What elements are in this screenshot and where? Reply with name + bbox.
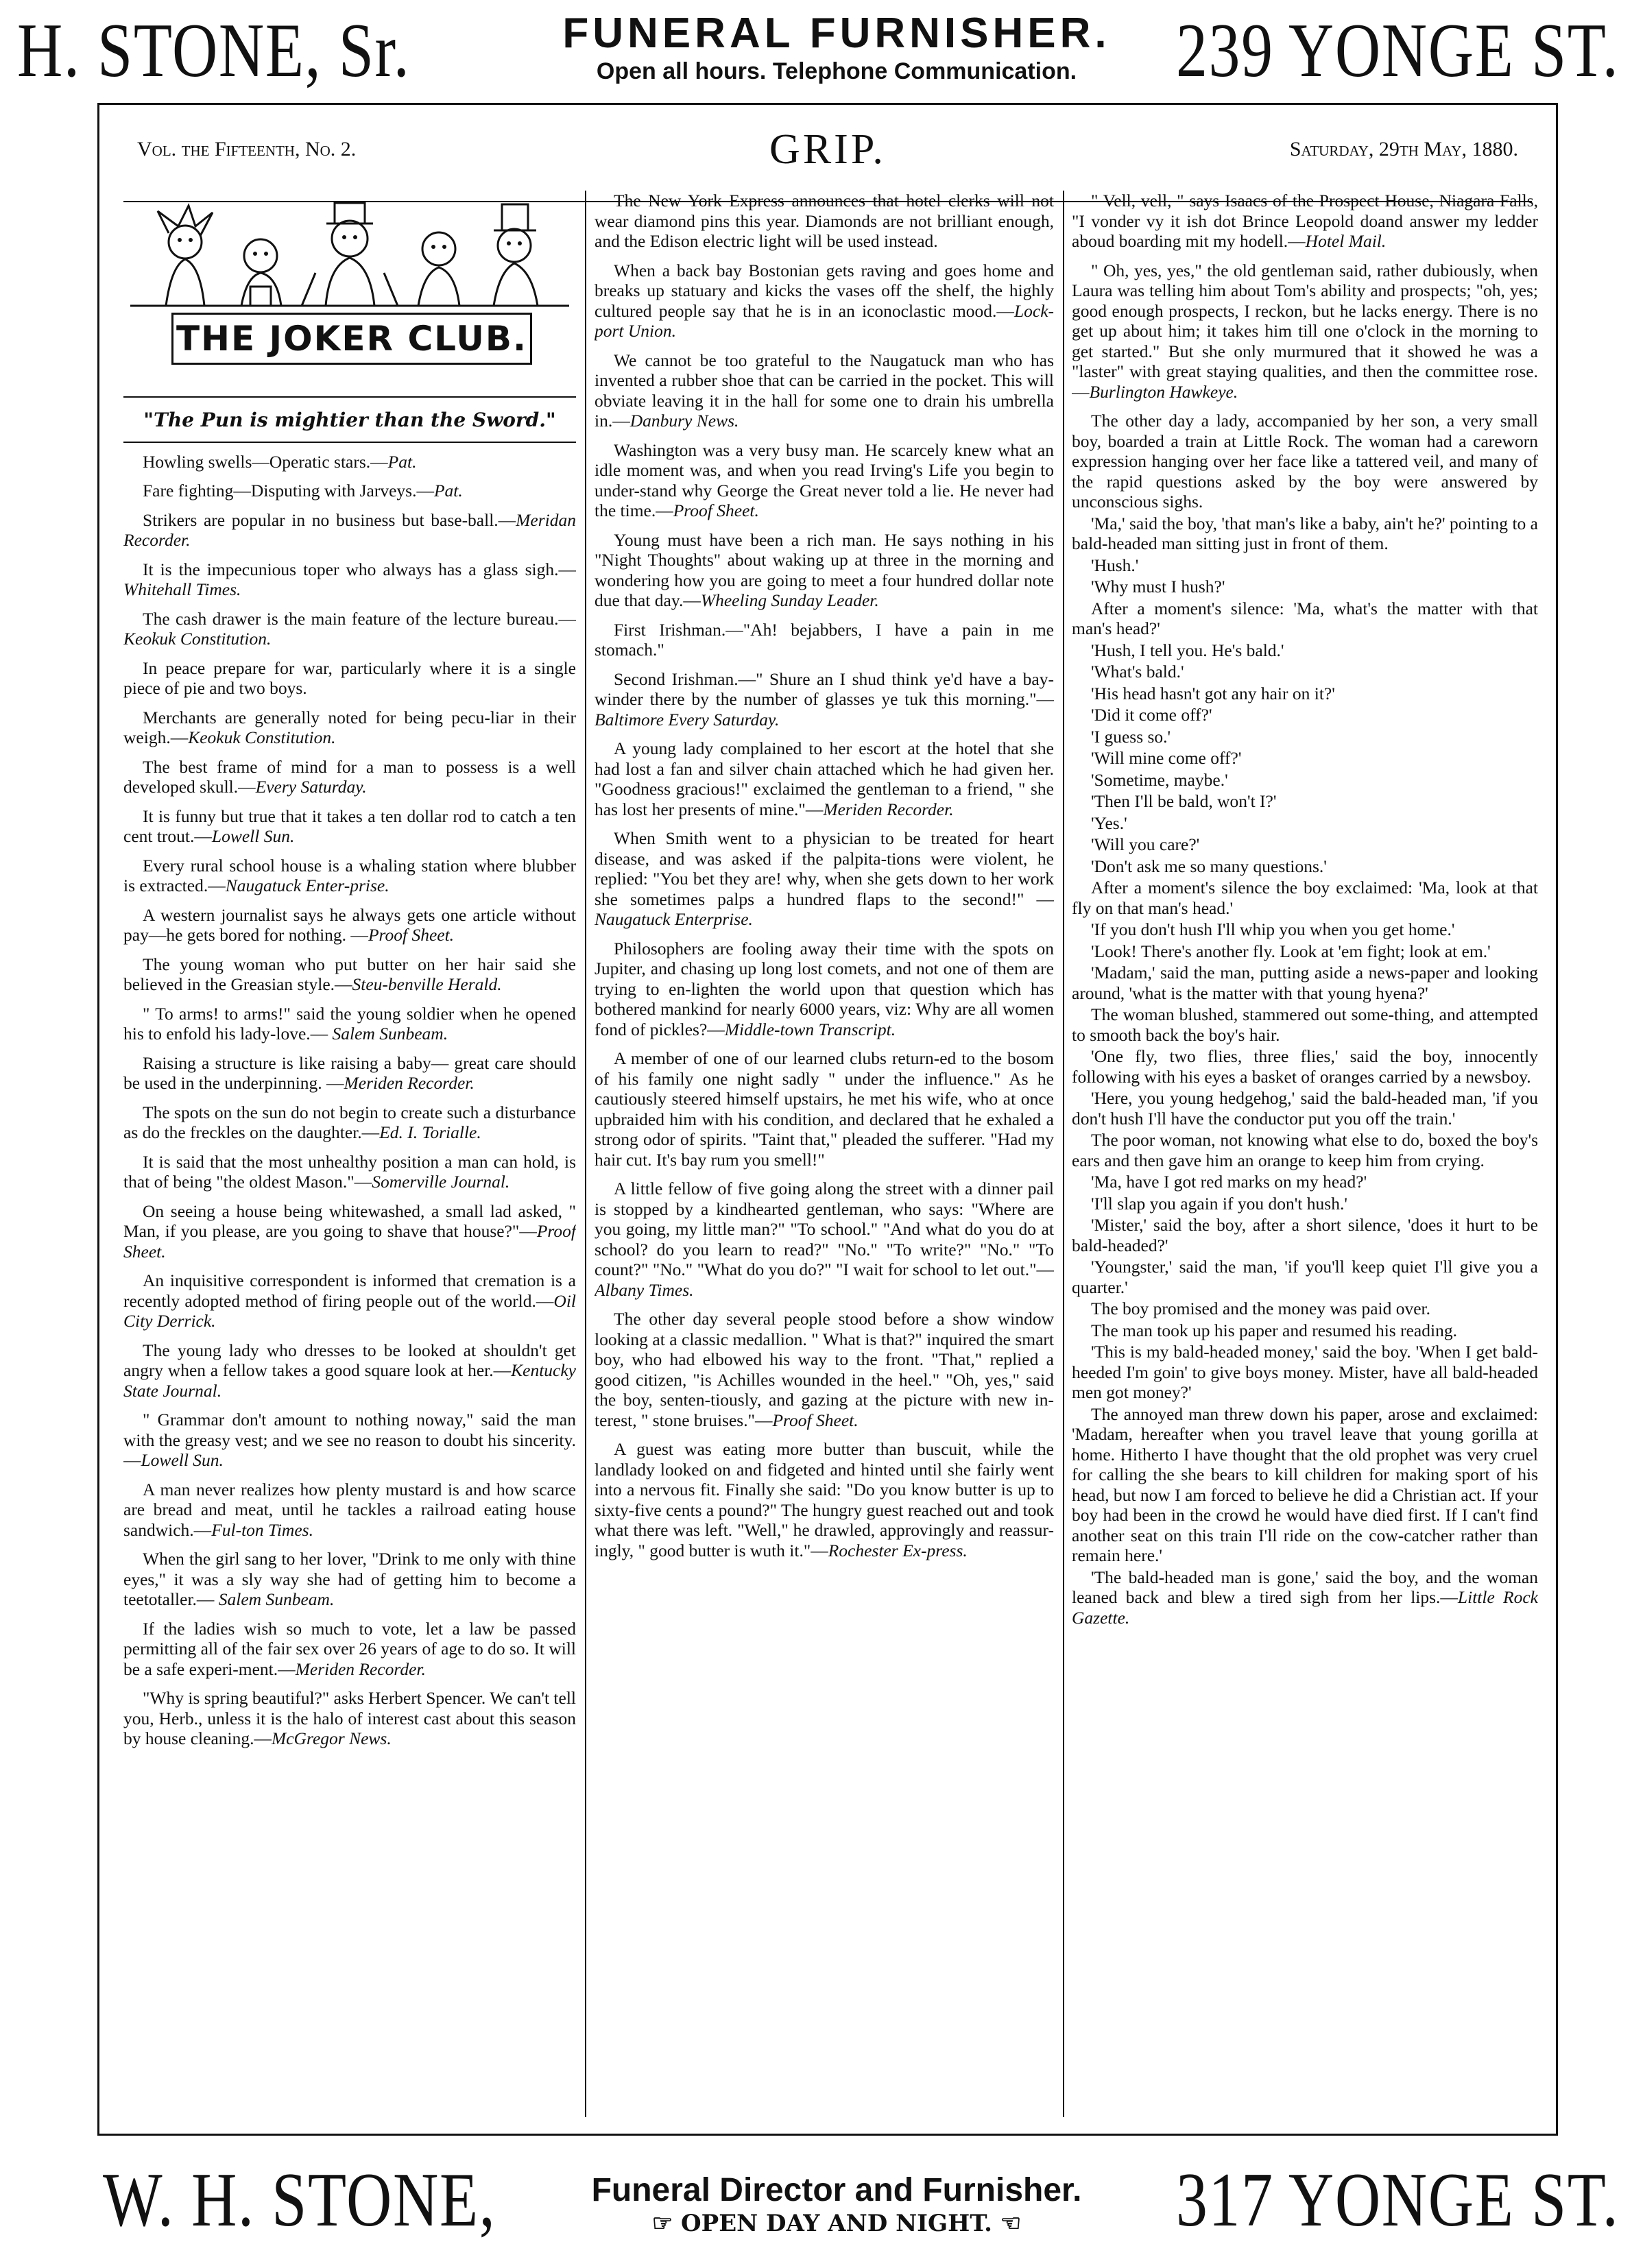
joke-paragraph — [1072, 577, 1538, 597]
joke-source: Whitehall Times. — [123, 579, 241, 599]
column-1 — [123, 191, 576, 2117]
joke-text: After a moment's silence the boy exclaimed: 'Ma, look at that fly on that man's head.' — [1072, 878, 1538, 918]
joke-source: Rochester Ex-press. — [828, 1540, 968, 1560]
joke-paragraph — [123, 1688, 576, 1749]
joke-paragraph — [123, 1619, 576, 1680]
joke-text: Washington was a very busy man. He scarcely knew what an idle moment was, and when you read Irving's Life you begin to under-stand why George the Great never told a lie. He never had the time.— — [595, 439, 1054, 520]
joke-text: 'I guess so.' — [1091, 726, 1171, 747]
joke-text: 'The bald-headed man is gone,' said the boy, and the woman leaned back and blew a tired sigh from her lips.— — [1072, 1567, 1538, 1607]
joke-paragraph — [1072, 191, 1538, 252]
joke-source: Wheeling Sunday Leader. — [700, 590, 879, 610]
joke-text: 'What's bald.' — [1091, 662, 1184, 681]
joke-source: Somerville Journal. — [372, 1172, 510, 1192]
joke-text: Fare fighting—Disputing with Jarveys.— — [143, 481, 434, 500]
joke-text: "Why is spring beautiful?" asks Herbert Spencer. We can't tell you, Herb., unless it is the halo of interest cast about this season by house cleaning.— — [123, 1688, 576, 1748]
joke-paragraph — [595, 1309, 1054, 1430]
joke-paragraph — [123, 757, 576, 797]
joke-paragraph — [123, 452, 576, 472]
joke-paragraph — [1072, 555, 1538, 576]
joke-source: Burlington Hawkeye. — [1089, 381, 1238, 402]
joke-source: Kentucky State Journal. — [123, 1360, 576, 1401]
joke-source: Pat. — [387, 451, 417, 472]
joke-text: It is the impecunious toper who always has a glass sigh.— — [143, 559, 576, 579]
joke-source: Meriden Recorder. — [295, 1658, 426, 1679]
joke-text: A member of one of our learned clubs return-ed to the bosom of his family one night sadly " under the influence." As he cautiously steered himself upstairs, he met his wife, who at once upbraided him with his condition, and declared that he exhaled a strong odor of spirits. "Taint that," pleaded the sufferer. "Had my hair cut. It's bay rum you smell!" — [595, 1048, 1054, 1170]
joke-text: 'Ma,' said the boy, 'that man's like a baby, ain't he?' pointing to a bald-headed man sitting just in front of them. — [1072, 513, 1538, 553]
joke-text: It is said that the most unhealthy position a man can hold, is that of being "the oldest Mason."— — [123, 1151, 576, 1192]
joke-text: 'Madam,' said the man, putting aside a news-paper and looking around, 'what is the matter with that young hyena?' — [1072, 963, 1538, 1003]
joke-text: Strikers are popular in no business but base-ball.— — [143, 509, 516, 530]
joke-text: 'I'll slap you again if you don't hush.' — [1091, 1193, 1347, 1214]
masthead — [99, 125, 1556, 180]
joke-text: 'Will mine come off?' — [1091, 748, 1242, 768]
ad-top-line1: FUNERAL FURNISHER. — [562, 10, 1111, 57]
joke-source: Ful-ton Times. — [211, 1519, 313, 1540]
column-divider — [1063, 191, 1064, 2117]
joke-paragraph — [123, 905, 576, 945]
joke-source: Hotel Mail. — [1305, 231, 1387, 251]
joke-paragraph — [1072, 514, 1538, 554]
joke-paragraph — [595, 530, 1054, 611]
joke-text: Howling swells—Operatic stars.— — [143, 451, 388, 472]
page-frame — [97, 103, 1558, 2136]
joke-text: First Irishman.—"Ah! bejabbers, I have a pain in me stomach." — [595, 619, 1054, 660]
joke-source: McGregor News. — [272, 1728, 392, 1748]
joke-paragraph — [1072, 705, 1538, 725]
joke-text: A little fellow of five going along the street with a dinner pail is stopped by a kindhearted gentleman, who says: "Where are you going, my little man?" "To school." "And what do you do at school? do you learn to read?" "No." "To write?" "No." "To count?" "No." "What do you do?" "I wait for school to let out."— — [595, 1179, 1054, 1279]
joke-text: The New York Express announces that hotel clerks will not wear diamond pins this year. Diamonds are not brilliant enough, and the Edison electric light will be used instead. — [595, 191, 1054, 251]
joke-text: The spots on the sun do not begin to create such a disturbance as do the freckles on the daughter.— — [123, 1102, 576, 1142]
joke-text: The annoyed man threw down his paper, arose and exclaimed: 'Madam, hereafter when you travel leave that young gorilla at home. Hitherto I have thought that the old prophet was very cruel for calling the she bears to kill children for making sport of his head, but now I am forced to believe he did a Christian act. If your boy had been in the crowd he would have died first. If I can't find another seat on this train I'll ride on the cow-catcher rather than remain here.' — [1072, 1403, 1538, 1565]
joke-text: " Grammar don't amount to nothing noway," said the man with the greasy vest; and we see no reason to doubt his sincerity.— — [123, 1410, 576, 1470]
joke-source: Pat. — [433, 481, 463, 500]
joke-paragraph — [595, 669, 1054, 730]
joke-text: A young lady complained to her escort at the hotel that she had lost a fan and silver chain attached which he had given her. "Goodness gracious!" exclaimed the gentleman to a friend, " she has lost her presents of mine."— — [595, 738, 1054, 819]
joke-source: Keokuk Constitution. — [188, 727, 336, 747]
joke-paragraph — [1072, 1046, 1538, 1087]
joke-text: When the girl sang to her lover, "Drink to me only with thine eyes," it was a sly way she had of getting him to become a teetotaller.— — [123, 1549, 576, 1609]
bottom-advertisement — [0, 2143, 1632, 2259]
joke-source: Steu-benville Herald. — [352, 974, 502, 994]
joke-text: The cash drawer is the main feature of the lecture bureau.— — [143, 608, 576, 629]
joker-club-illustration — [123, 191, 576, 396]
joke-paragraph — [123, 708, 576, 748]
joke-source: Oil City Derrick. — [123, 1290, 576, 1331]
joke-text: We cannot be too grateful to the Naugatuck man who has invented a rubber shoe that can be carried in the pocket. This will obviate leaving it in the hall for some one to drain his umbrella in.— — [595, 350, 1054, 431]
ad-top-name: H. STONE, Sr. — [17, 8, 411, 93]
joke-text: The young woman who put butter on her hair said she believed in the Greasian style.— — [123, 954, 576, 994]
joke-source: Salem Sunbeam. — [218, 1589, 335, 1609]
top-advertisement — [0, 0, 1632, 103]
joke-paragraph — [595, 828, 1054, 930]
joke-text: A man never realizes how plenty mustard is and how scarce are bread and meat, until he tackles a railroad eating house sandwich.— — [123, 1479, 576, 1540]
joke-paragraph — [1072, 770, 1538, 791]
joke-text: 'One fly, two flies, three flies,' said the boy, innocently following with his eyes a basket of oranges carried by a newsboy. — [1072, 1046, 1538, 1087]
joke-paragraph — [123, 1270, 576, 1331]
joke-text: 'Yes.' — [1091, 812, 1127, 833]
joke-paragraph — [1072, 856, 1538, 877]
joke-source: Meridan Recorder. — [123, 509, 576, 550]
ad-top-line2: Open all hours. Telephone Communication. — [596, 58, 1077, 84]
joke-source: Albany Times. — [595, 1279, 694, 1300]
joke-paragraph — [595, 350, 1054, 431]
ad-bottom-text — [535, 2171, 1138, 2237]
joke-text: When a back bay Bostonian gets raving and goes home and breaks up statuary and kicks the vases off the shelf, the highly cultured people say that he is in an iconoclastic mood.— — [595, 260, 1054, 321]
joke-paragraph — [1072, 791, 1538, 812]
joke-paragraph — [123, 954, 576, 995]
joke-paragraph — [123, 658, 576, 699]
joke-source: Naugatuck Enterprise. — [595, 909, 753, 929]
joke-text: 'Then I'll be bald, won't I?' — [1091, 791, 1277, 811]
joke-text: 'Don't ask me so many questions.' — [1091, 856, 1327, 876]
joke-text: 'Why must I hush?' — [1091, 577, 1225, 596]
joke-paragraph — [1072, 1194, 1538, 1214]
joke-source: Every Saturday. — [255, 777, 367, 797]
joke-text: " Vell, vell, " says Isaacs of the Prospect House, Niagara Falls, "I vonder vy it ish dot Brince Leopold doand answer my ledder aboud boarding mit my hodell.— — [1072, 191, 1538, 251]
joke-text: 'Here, you young hedgehog,' said the bald-headed man, 'if you don't hush I'll have the conductor put you off the train.' — [1072, 1088, 1538, 1129]
joke-paragraph — [1072, 1257, 1538, 1297]
joke-source: Lowell Sun. — [211, 826, 295, 846]
joke-text: Second Irishman.—" Shure an I shud think ye'd have a bay-winder there by the number of glasses ye tuk this morning."— — [595, 668, 1054, 709]
joke-paragraph — [123, 1480, 576, 1541]
joke-paragraph — [123, 1004, 576, 1044]
joke-text: Raising a structure is like raising a baby— great care should be used in the underpinning. — — [123, 1052, 576, 1093]
joke-source: Ed. I. Torialle. — [379, 1122, 481, 1142]
joke-paragraph — [595, 1048, 1054, 1170]
column-3-items — [1072, 191, 1538, 1628]
joke-paragraph — [595, 1179, 1054, 1300]
ad-bottom-line2: ☞ OPEN DAY AND NIGHT. ☜ — [651, 2210, 1022, 2237]
joke-paragraph — [123, 806, 576, 847]
joke-text: The best frame of mind for a man to possess is a well developed skull.— — [123, 756, 576, 797]
joke-paragraph — [123, 1410, 576, 1471]
joke-paragraph — [1072, 748, 1538, 769]
joke-source: Keokuk Constitution. — [123, 629, 272, 649]
joke-paragraph — [1072, 834, 1538, 855]
joke-paragraph — [1072, 941, 1538, 962]
column-2-items — [595, 191, 1054, 1560]
joke-text: If the ladies wish so much to vote, let a law be passed permitting all of the fair sex over 26 years of age to do so. It will be a safe experi-ment.— — [123, 1618, 576, 1679]
joke-paragraph — [595, 1439, 1054, 1560]
volume-number: Vol. the Fifteenth, No. 2. — [137, 138, 357, 160]
joke-text: The poor woman, not knowing what else to do, boxed the boy's ears and then gave him an orange to keep him from crying. — [1072, 1130, 1538, 1170]
joke-paragraph — [123, 1549, 576, 1610]
joke-text: After a moment's silence: 'Ma, what's the matter with that man's head?' — [1072, 598, 1538, 638]
ad-top-text — [535, 10, 1138, 85]
joke-paragraph — [1072, 1342, 1538, 1403]
joke-paragraph — [1072, 1320, 1538, 1341]
joke-paragraph — [1072, 878, 1538, 918]
joke-text: Every rural school house is a whaling station where blubber is extracted.— — [123, 855, 576, 895]
joke-paragraph — [1072, 640, 1538, 661]
column-1-items — [123, 452, 576, 1749]
joke-text: Young must have been a rich man. He says nothing in his "Night Thoughts" about waking up at three in the morning and wondering how you are going to meet a four hundred dollar note due that day.— — [595, 529, 1054, 610]
joke-paragraph — [123, 559, 576, 600]
joke-paragraph — [595, 939, 1054, 1040]
joke-source: Proof Sheet. — [123, 1221, 576, 1262]
joke-source: Lowell Sun. — [141, 1450, 224, 1470]
joke-text: 'If you don't hush I'll whip you when you get home.' — [1091, 919, 1455, 939]
joke-source: Lock-port Union. — [595, 300, 1054, 341]
joke-text: The young lady who dresses to be looked at shouldn't get angry when a fellow takes a good square look at her.— — [123, 1340, 576, 1380]
joke-paragraph — [1072, 919, 1538, 940]
joke-paragraph — [1072, 1299, 1538, 1319]
joke-paragraph — [1072, 684, 1538, 704]
column-3 — [1072, 191, 1538, 2117]
joke-source: Proof Sheet. — [368, 925, 455, 945]
joke-paragraph — [1072, 261, 1538, 402]
column-divider — [585, 191, 586, 2117]
column-2 — [595, 191, 1054, 2117]
joke-paragraph — [123, 1340, 576, 1401]
joke-text: Philosophers are fooling away their time with the spots on Jupiter, and chasing up long lost comets, and not one of them are trying to en-lighten the world upon that question which has bothered mankind for nearly 6000 years, viz: Why are all women fond of pickles?— — [595, 938, 1054, 1039]
joker-club-title: THE JOKER CLUB. — [171, 313, 532, 365]
joke-paragraph — [123, 609, 576, 649]
joke-text: The other day a lady, accompanied by her son, a very small boy, boarded a train at Little Rock. The woman had a careworn expression hanging over her face like a tattered veil, and many of the rapid questions asked by the boy were answered by unconscious sighs. — [1072, 411, 1538, 511]
joke-text: 'His head hasn't got any hair on it?' — [1091, 683, 1335, 703]
ad-bottom-name: W. H. STONE, — [103, 2158, 496, 2243]
joke-text: The woman blushed, stammered out some-thing, and attempted to smooth back the boy's hair. — [1072, 1004, 1538, 1045]
joke-text: Merchants are generally noted for being pecu-liar in their weigh.— — [123, 707, 576, 747]
joke-text: 'This is my bald-headed money,' said the boy. 'When I get bald-heeded I'm goin' to give boys money. Mister, have all bald-headed men got money?' — [1072, 1342, 1538, 1402]
joke-text: 'Youngster,' said the man, 'if you'll keep quiet I'll give you a quarter.' — [1072, 1257, 1538, 1297]
joke-text: 'Did it come off?' — [1091, 705, 1212, 725]
joke-text: In peace prepare for war, particularly where it is a single piece of pie and two boys. — [123, 658, 576, 698]
issue-date: Saturday, 29th May, 1880. — [1289, 138, 1518, 160]
joke-paragraph — [1072, 1004, 1538, 1045]
joke-text: 'Ma, have I got red marks on my head?' — [1091, 1172, 1367, 1192]
joke-paragraph — [1072, 727, 1538, 747]
joke-paragraph — [1072, 1088, 1538, 1129]
joke-paragraph — [1072, 411, 1538, 512]
joke-paragraph — [123, 1053, 576, 1094]
joke-source: Meriden Recorder. — [344, 1073, 475, 1093]
joke-text: The man took up his paper and resumed his reading. — [1091, 1320, 1457, 1340]
joke-source: Baltimore Every Saturday. — [595, 709, 780, 729]
joke-text: A western journalist says he always gets one article without pay—he gets bored for nothing. — — [123, 904, 576, 945]
joke-paragraph — [595, 620, 1054, 660]
joke-source: Salem Sunbeam. — [332, 1024, 448, 1043]
joke-source: Danbury News. — [629, 411, 739, 431]
joke-source: Naugatuck Enter-prise. — [225, 876, 389, 895]
joke-paragraph — [1072, 662, 1538, 682]
joke-source: Proof Sheet. — [673, 500, 759, 520]
joke-paragraph — [123, 1201, 576, 1262]
column-motto: "The Pun is mightier than the Sword." — [123, 410, 576, 443]
joke-paragraph — [123, 1152, 576, 1192]
joke-text: 'Hush, I tell you. He's bald.' — [1091, 640, 1284, 660]
joke-paragraph — [1072, 1567, 1538, 1628]
joke-source: Meriden Recorder. — [823, 799, 954, 819]
joke-text: " To arms! to arms!" said the young soldier when he opened his to enfold his lady-love.— — [123, 1003, 576, 1043]
joke-text: " Oh, yes, yes," the old gentleman said, rather dubiously, when Laura was telling him about Tom's ability and prospects; "oh, yes; good enough prospects, I reckon, but he lacks energy. There is no get up about him; it takes him till one o'clock in the morning to get started." But she only murmured that it showed he was a "laster" with great staying qualities, and then the committee rose.— — [1072, 260, 1538, 402]
joke-paragraph — [1072, 599, 1538, 639]
joke-paragraph — [595, 738, 1054, 819]
joke-source: Little Rock Gazette. — [1072, 1587, 1538, 1628]
joke-text: 'Hush.' — [1091, 555, 1139, 575]
joke-paragraph — [1072, 813, 1538, 834]
joke-paragraph — [123, 481, 576, 501]
ad-top-address: 239 YONGE ST. — [1176, 8, 1620, 93]
joke-text: It is funny but true that it takes a ten dollar rod to catch a ten cent trout.— — [123, 806, 576, 846]
joke-text: An inquisitive correspondent is informed that cremation is a recently adopted method of firing people out of the world.— — [123, 1270, 576, 1311]
joke-paragraph — [1072, 1215, 1538, 1255]
joke-text: The boy promised and the money was paid over. — [1091, 1299, 1431, 1318]
joke-paragraph — [595, 261, 1054, 341]
joke-text: On seeing a house being whitewashed, a small lad asked, " Man, if you please, are you going to shave that house?"— — [123, 1201, 576, 1241]
joke-paragraph — [123, 510, 576, 551]
joke-text: 'Will you care?' — [1091, 834, 1200, 854]
joke-paragraph — [123, 856, 576, 896]
joke-text: The other day several people stood before a show window looking at a classic medallion. " What is that?" inquired the smart boy, who had elbowed his way to the front. "That," replied a good citizen, "is Achilles wounded in the heel." "Oh, yes," said the boy, senten-tiously, and gazing at the picture with new in-terest, " stone bruises."— — [595, 1309, 1054, 1430]
joke-paragraph — [1072, 1172, 1538, 1192]
joke-paragraph — [1072, 963, 1538, 1003]
joke-paragraph — [595, 191, 1054, 252]
joke-text: 'Sometime, maybe.' — [1091, 769, 1228, 790]
ad-bottom-line1: Funeral Director and Furnisher. — [591, 2172, 1082, 2208]
joke-text: A guest was eating more butter than buscuit, while the landlady looked on and fidgeted and hinted until she fairly went into a nervous fit. Finally she said: "Do you know butter is up to sixty-five cents a pound?" The hungry guest reached out and took what there was left. "Well," he drawled, approvingly and reassur-ingly, " good butter is wuth it."— — [595, 1439, 1054, 1560]
joke-text: 'Look! There's another fly. Look at 'em fight; look at em.' — [1091, 941, 1491, 961]
joke-paragraph — [1072, 1130, 1538, 1170]
publication-title: GRIP. — [769, 126, 886, 173]
joker-club-banner — [123, 191, 576, 398]
joke-paragraph — [1072, 1404, 1538, 1566]
ad-bottom-address: 317 YONGE ST. — [1176, 2158, 1620, 2243]
joke-paragraph — [123, 1102, 576, 1143]
joke-text: 'Mister,' said the boy, after a short silence, 'does it hurt to be bald-headed?' — [1072, 1215, 1538, 1255]
joke-source: Proof Sheet. — [772, 1410, 859, 1430]
joke-source: Middle-town Transcript. — [724, 1019, 896, 1039]
joke-text: When Smith went to a physician to be treated for heart disease, and was asked if the palpita-tions were violent, he replied: "You bet they are! why, when she gets down to her work she sometimes palps a hundred flaps to the second!" — — [595, 828, 1054, 909]
joke-paragraph — [595, 440, 1054, 521]
